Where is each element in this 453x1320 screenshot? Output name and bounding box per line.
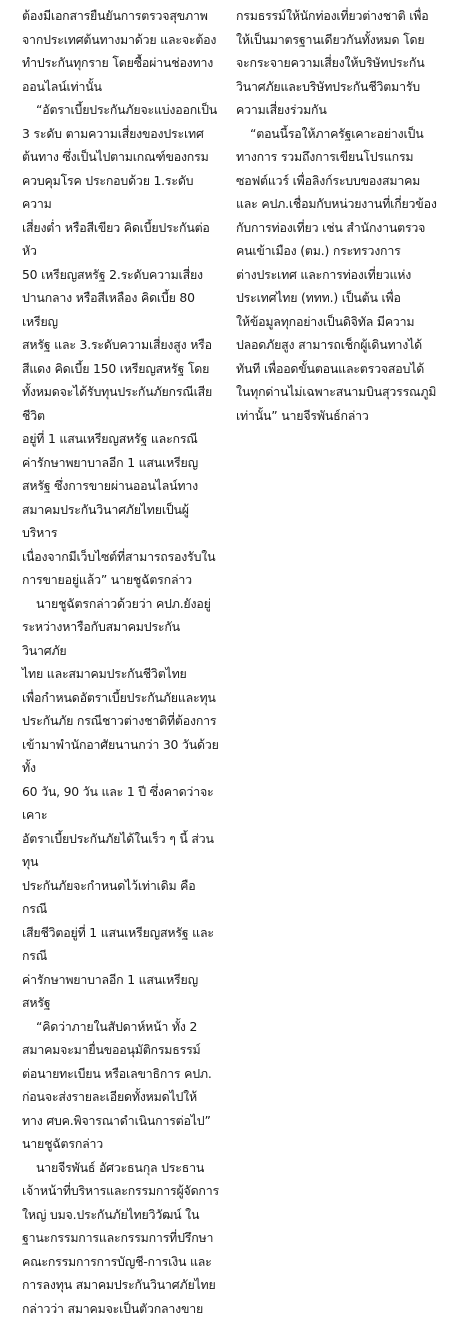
right-column	[236, 4, 438, 427]
left-column	[22, 4, 220, 1320]
paragraph: กรมธรรม์ให้นักท่องเที่ยวต่างชาติ เพื่อ ให้เป็นมาตรฐานเดียวกันทั้งหมด โดย จะกระจายความเสี่ยงให้บริษัทประกัน วินาศภัยและบริษัทประกันชีวิตมารับ ความเสี่ยงร่วมกัน	[236, 4, 438, 122]
paragraph: “ตอนนี้รอให้ภาครัฐเคาะอย่างเป็น ทางการ รวมถึงการเขียนโปรแกรม ซอฟต์แวร์ เพื่อลิงก์ระบบของสมาคม และ คปภ.เชื่อมกับหน่วยงานที่เกี่ยวข้อง กับการท่องเที่ยว เช่น สำนักงานตรวจ คนเข้าเมือง (ตม.) กระทรวงการ ต่างประเทศ และการท่องเที่ยวแห่ง ประเทศไทย (ททท.) เป็นต้น เพื่อ ให้ข้อมูลทุกอย่างเป็นดิจิทัล มีความ ปลอดภัยสูง สามารถเช็กผู้เดินทางได้ ทันที เพื่ออดขั้นตอนและตรวจสอบได้ ในทุกด่านไม่เฉพาะสนามบินสุวรรณภูมิ เท่านั้น” นายจีรพันธ์กล่าว	[236, 122, 438, 428]
paragraph: นายชูฉัตรกล่าวด้วยว่า คปภ.ยังอยู่ ระหว่างหารือกับสมาคมประกันวินาศภัย ไทย และสมาคมประกันชีวิตไทย เพื่อกำหนดอัตราเบี้ยประกันภัยและทุน ประกันภัย กรณีชาวต่างชาติที่ต้องการ เข้ามาพำนักอาศัยนานกว่า 30 วันด้วย ทั้ง 60 วัน, 90 วัน และ 1 ปี ซึ่งคาดว่าจะเคาะ อัตราเบี้ยประกันภัยได้ในเร็ว ๆ นี้ ส่วนทุน ประกันภัยจะกำหนดไว้เท่าเดิม คือ กรณี เสียชีวิตอยู่ที่ 1 แสนเหรียญสหรัฐ และกรณี ค่ารักษาพยาบาลอีก 1 แสนเหรียญสหรัฐ	[22, 592, 220, 1015]
paragraph: “คิดว่าภายในสัปดาห์หน้า ทั้ง 2 สมาคมจะมายื่นขออนุมัติกรมธรรม์ ต่อนายทะเบียน หรือเลขาธิการ คปภ. ก่อนจะส่งรายละเอียดทั้งหมดไปให้ ทาง ศบค.พิจารณาดำเนินการต่อไป” นายชูฉัตรกล่าว	[22, 1015, 220, 1156]
paragraph: นายจีรพันธ์ อัศวะธนกุล ประธาน เจ้าหน้าที่บริหารและกรรมการผู้จัดการ ใหญ่ บมจ.ประกันภัยไทยวิวัฒน์ ใน ฐานะกรรมการและกรรมการที่ปรึกษา คณะกรรมการการบัญชี-การเงิน และ การลงทุน สมาคมประกันวินาศภัยไทย กล่าวว่า สมาคมจะเป็นตัวกลางขาย	[22, 1156, 220, 1320]
paragraph: ต้องมีเอกสารยืนยันการตรวจสุขภาพ จากประเทศต้นทางมาด้วย และจะต้อง ทำประกันทุกราย โดยซื้อผ่านช่องทาง ออนไลน์เท่านั้น	[22, 4, 220, 98]
paragraph: “อัตราเบี้ยประกันภัยจะแบ่งออกเป็น 3 ระดับ ตามความเสี่ยงของประเทศ ต้นทาง ซึ่งเป็นไปตามเกณฑ์ของกรม ควบคุมโรค ประกอบด้วย 1.ระดับความ เสี่ยงต่ำ หรือสีเขียว คิดเบี้ยประกันต่อหัว 50 เหรียญสหรัฐ 2.ระดับความเสี่ยง ปานกลาง หรือสีเหลือง คิดเบี้ย 80 เหรียญ สหรัฐ และ 3.ระดับความเสี่ยงสูง หรือ สีแดง คิดเบี้ย 150 เหรียญสหรัฐ โดย ทั้งหมดจะได้รับทุนประกันภัยกรณีเสียชีวิต อยู่ที่ 1 แสนเหรียญสหรัฐ และกรณี ค่ารักษาพยาบาลอีก 1 แสนเหรียญ สหรัฐ ซึ่งการขายผ่านออนไลน์ทาง สมาคมประกันวินาศภัยไทยเป็นผู้บริหาร เนื่องจากมีเว็บไซต์ที่สามารถรองรับใน การขายอยู่แล้ว” นายชูฉัตรกล่าว	[22, 98, 220, 592]
